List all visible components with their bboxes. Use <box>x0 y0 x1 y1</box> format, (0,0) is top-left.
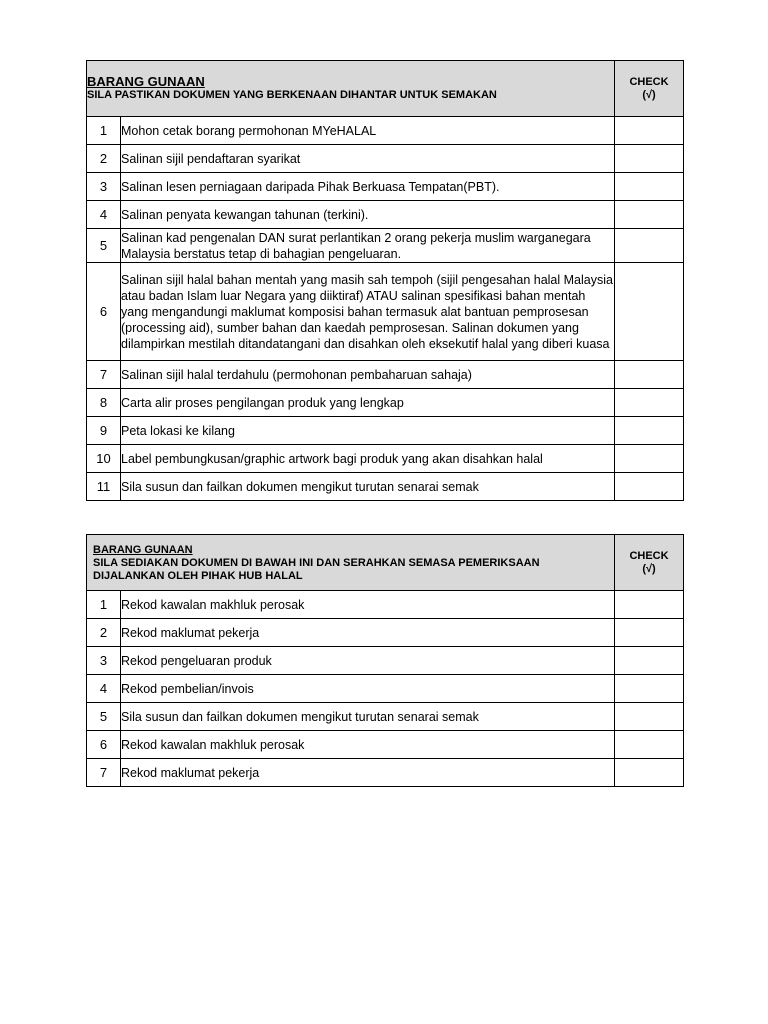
item-description: Rekod pengeluaran produk <box>121 647 615 675</box>
check-cell[interactable] <box>615 619 684 647</box>
check-cell[interactable] <box>615 389 684 417</box>
check-cell[interactable] <box>615 145 684 173</box>
table-row <box>87 229 684 263</box>
item-description: Salinan kad pengenalan DAN surat perlantikan 2 orang pekerja muslim warganegara Malaysia berstatus tetap di bahagian pengeluaran. <box>121 229 615 263</box>
item-number: 8 <box>87 389 121 417</box>
item-number: 9 <box>87 417 121 445</box>
check-cell[interactable] <box>615 173 684 201</box>
table-row <box>87 619 684 647</box>
table-row <box>87 389 684 417</box>
check-cell[interactable] <box>615 263 684 361</box>
section-title: BARANG GUNAAN <box>93 544 193 556</box>
item-description: Salinan sijil halal bahan mentah yang masih sah tempoh (sijil pengesahan halal Malaysia atau badan Islam luar Negara yang diiktiraf) ATAU salinan spesifikasi bahan mentah yang mengandungi maklumat komposisi bahan termasuk alat bantuan pemprosesan (processing aid), sumber bahan dan kaedah pemprosesan. Salinan dokumen yang dilampirkan mestilah ditandatangani dan disahkan oleh eksekutif halal yang diberi kuasa <box>121 263 615 361</box>
section-subtitle: SILA SEDIAKAN DOKUMEN DI BAWAH INI DAN SERAHKAN SEMASA PEMERIKSAAN DIJALANKAN OLEH PIHAK HUB HALAL <box>93 557 540 582</box>
item-number: 7 <box>87 361 121 389</box>
table-row <box>87 759 684 787</box>
check-cell[interactable] <box>615 759 684 787</box>
item-description: Rekod pembelian/invois <box>121 675 615 703</box>
item-number: 5 <box>87 703 121 731</box>
item-number: 2 <box>87 145 121 173</box>
check-label: CHECK <box>629 549 669 562</box>
table-row <box>87 417 684 445</box>
check-cell[interactable] <box>615 647 684 675</box>
item-description: Mohon cetak borang permohonan MYeHALAL <box>121 117 615 145</box>
item-number: 2 <box>87 619 121 647</box>
item-description: Carta alir proses pengilangan produk yang lengkap <box>121 389 615 417</box>
section-title: BARANG GUNAAN <box>87 74 205 89</box>
check-cell[interactable] <box>615 445 684 473</box>
table-row <box>87 675 684 703</box>
check-mark-label: (√) <box>642 88 656 101</box>
checklist-table-submission <box>86 60 684 501</box>
check-cell[interactable] <box>615 417 684 445</box>
check-cell[interactable] <box>615 731 684 759</box>
item-description: Salinan sijil pendaftaran syarikat <box>121 145 615 173</box>
item-description: Salinan lesen perniagaan daripada Pihak Berkuasa Tempatan(PBT). <box>121 173 615 201</box>
item-number: 6 <box>87 731 121 759</box>
section-heading <box>87 61 615 117</box>
table-row <box>87 361 684 389</box>
check-cell[interactable] <box>615 117 684 145</box>
item-number: 11 <box>87 473 121 501</box>
check-cell[interactable] <box>615 229 684 263</box>
check-column-header <box>615 61 684 117</box>
item-number: 7 <box>87 759 121 787</box>
table-row <box>87 591 684 619</box>
check-cell[interactable] <box>615 473 684 501</box>
check-cell[interactable] <box>615 361 684 389</box>
item-description: Rekod maklumat pekerja <box>121 759 615 787</box>
item-number: 1 <box>87 117 121 145</box>
table-row <box>87 731 684 759</box>
item-number: 10 <box>87 445 121 473</box>
check-cell[interactable] <box>615 591 684 619</box>
table-row <box>87 117 684 145</box>
check-cell[interactable] <box>615 201 684 229</box>
item-description: Rekod kawalan makhluk perosak <box>121 731 615 759</box>
item-number: 1 <box>87 591 121 619</box>
table-row <box>87 703 684 731</box>
item-description: Sila susun dan failkan dokumen mengikut turutan senarai semak <box>121 473 615 501</box>
check-label: CHECK <box>629 75 669 88</box>
table-header-row <box>87 535 684 591</box>
item-description: Peta lokasi ke kilang <box>121 417 615 445</box>
table-row <box>87 173 684 201</box>
check-column-header <box>615 535 684 591</box>
checklist-table-inspection <box>86 534 684 787</box>
section-subtitle: SILA PASTIKAN DOKUMEN YANG BERKENAAN DIHANTAR UNTUK SEMAKAN <box>87 89 497 101</box>
item-description: Salinan sijil halal terdahulu (permohonan pembaharuan sahaja) <box>121 361 615 389</box>
table-header-row <box>87 61 684 117</box>
table-row <box>87 445 684 473</box>
item-description: Label pembungkusan/graphic artwork bagi produk yang akan disahkan halal <box>121 445 615 473</box>
check-cell[interactable] <box>615 675 684 703</box>
item-number: 3 <box>87 647 121 675</box>
section-heading <box>87 535 615 591</box>
item-number: 5 <box>87 229 121 263</box>
item-number: 6 <box>87 263 121 361</box>
item-description: Rekod maklumat pekerja <box>121 619 615 647</box>
table-row <box>87 201 684 229</box>
table-row <box>87 145 684 173</box>
item-number: 3 <box>87 173 121 201</box>
item-number: 4 <box>87 201 121 229</box>
check-mark-label: (√) <box>642 562 656 575</box>
item-number: 4 <box>87 675 121 703</box>
table-row <box>87 263 684 361</box>
table-row <box>87 473 684 501</box>
item-description: Rekod kawalan makhluk perosak <box>121 591 615 619</box>
item-description: Salinan penyata kewangan tahunan (terkini). <box>121 201 615 229</box>
table-row <box>87 647 684 675</box>
check-cell[interactable] <box>615 703 684 731</box>
item-description: Sila susun dan failkan dokumen mengikut turutan senarai semak <box>121 703 615 731</box>
